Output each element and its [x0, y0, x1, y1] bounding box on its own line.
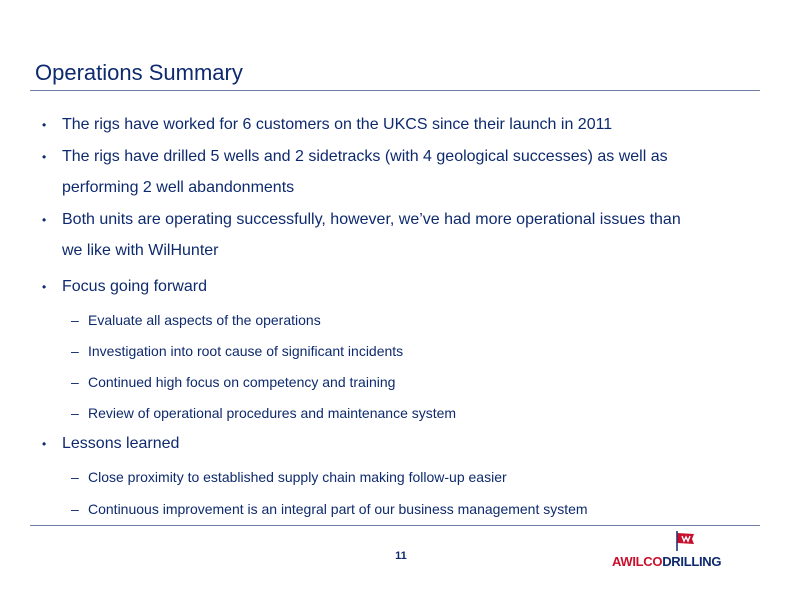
footer-divider — [30, 525, 760, 526]
dash-icon: – — [71, 343, 79, 359]
bullet-item — [42, 204, 752, 236]
sub-bullet-text: Continuous improvement is an integral part of our business management system — [88, 501, 588, 517]
bullet-item — [42, 141, 752, 173]
logo-wordmark — [612, 554, 721, 569]
bullet-text: The rigs have worked for 6 customers on the UKCS since their launch in 2011 — [62, 116, 613, 133]
sub-bullet-item — [71, 342, 748, 360]
bullet-text: Lessons learned — [62, 435, 180, 452]
bullet-icon: • — [42, 280, 47, 294]
bullet-continuation — [62, 172, 752, 204]
bullet-icon: • — [42, 213, 47, 227]
dash-icon: – — [71, 374, 79, 390]
flag-icon — [674, 530, 696, 552]
sub-bullet-item — [71, 373, 748, 391]
bullet-text: Both units are operating successfully, however, we’ve had more operational issues than — [62, 211, 681, 228]
bullet-item — [42, 109, 752, 141]
bullet-item — [42, 271, 752, 303]
sub-bullet-item — [71, 500, 748, 518]
slide-title: Operations Summary — [35, 60, 243, 85]
sub-bullet-item — [71, 404, 748, 422]
sub-bullet-text: Continued high focus on competency and training — [88, 374, 396, 390]
dash-icon: – — [71, 469, 79, 485]
bullet-text: Focus going forward — [62, 278, 207, 295]
sub-bullet-text: Close proximity to established supply chain making follow-up easier — [88, 469, 507, 485]
bullet-icon: • — [42, 118, 47, 132]
bullet-icon: • — [42, 150, 47, 164]
dash-icon: – — [71, 501, 79, 517]
bullet-continuation — [62, 235, 752, 267]
bullet-icon: • — [42, 437, 47, 451]
bullet-text: we like with WilHunter — [62, 242, 219, 259]
logo-text-drilling: DRILLING — [662, 554, 722, 569]
sub-bullet-text: Review of operational procedures and maintenance system — [88, 405, 457, 421]
dash-icon: – — [71, 312, 79, 328]
dash-icon: – — [71, 405, 79, 421]
company-logo — [612, 530, 757, 572]
sub-bullet-text: Investigation into root cause of significant incidents — [88, 343, 404, 359]
bullet-text: performing 2 well abandonments — [62, 179, 295, 196]
sub-bullet-item — [71, 468, 748, 486]
sub-bullet-item — [71, 311, 748, 329]
sub-bullet-text: Evaluate all aspects of the operations — [88, 312, 321, 328]
logo-text-awilco: AWILCO — [612, 554, 663, 569]
bullet-item — [42, 428, 752, 460]
page-number: 11 — [395, 550, 407, 562]
bullet-text: The rigs have drilled 5 wells and 2 sidetracks (with 4 geological successes) as well as — [62, 148, 668, 165]
